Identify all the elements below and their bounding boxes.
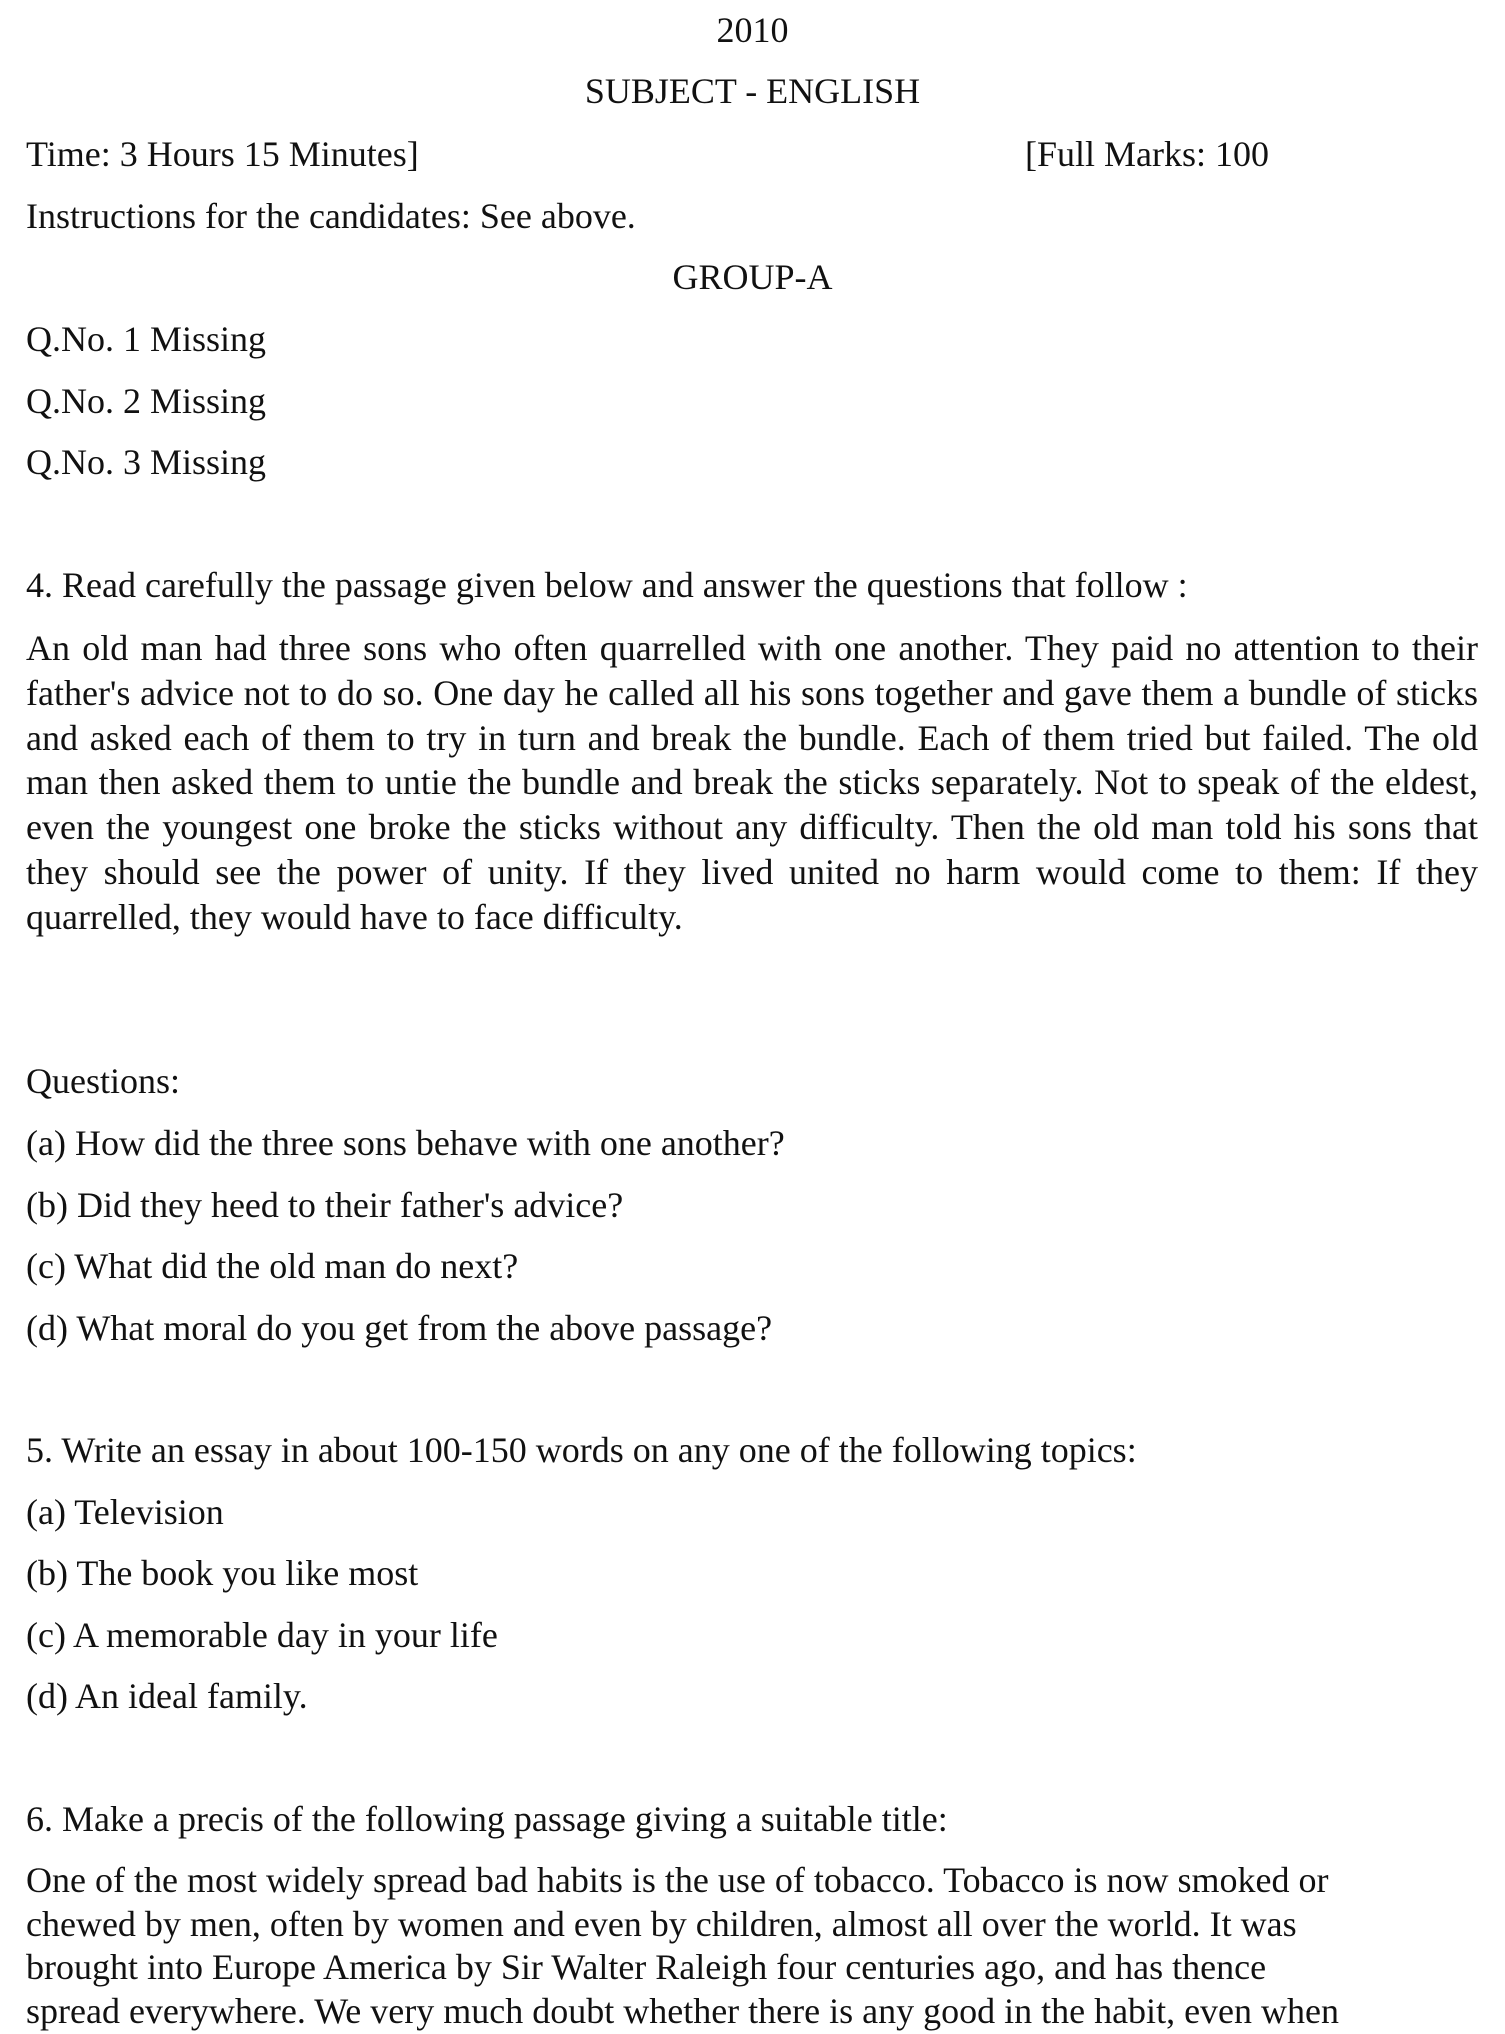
missing-question: Q.No. 2 Missing: [26, 381, 267, 421]
full-marks: [Full Marks: 100: [1025, 134, 1270, 174]
q6-passage-line: spread everywhere. We very much doubt whether there is any good in the habit, even when: [26, 1990, 1339, 2031]
essay-topic: (b) The book you like most: [26, 1553, 419, 1593]
missing-question: Q.No. 3 Missing: [26, 442, 267, 482]
q6-passage-line: One of the most widely spread bad habits is the use of tobacco. Tobacco is now smoked or: [26, 1860, 1329, 1900]
q6-passage-line: chewed by men, often by women and even by children, almost all over the world. It was: [26, 1903, 1297, 1944]
essay-topic: (c) A memorable day in your life: [26, 1615, 498, 1655]
instructions: Instructions for the candidates: See above.: [26, 196, 636, 236]
essay-topic: (a) Television: [26, 1492, 224, 1532]
group-heading: GROUP-A: [672, 257, 833, 297]
question-item: (c) What did the old man do next?: [26, 1246, 519, 1286]
q5-prompt: 5. Write an essay in about 100-150 words on any one of the following topics:: [26, 1430, 1137, 1470]
q4-passage: An old man had three sons who often quarrelled with one another. They paid no attention to their father's advice not to do so. One day he called all his sons together and gave them a bundle of sticks and asked each of them to try in turn and break the bundle. Each of them tried but failed. The old man then asked them to untie the bundle and break the sticks separately. Not to speak of the eldest, even the youngest one broke the sticks without any difficulty. Then the old man told his sons that they should see the power of unity. If they lived united no harm would come to them: If they quarrelled, they would have to face difficulty.: [26, 628, 1478, 937]
essay-topic: (d) An ideal family.: [26, 1676, 308, 1716]
exam-year: 2010: [716, 10, 789, 50]
question-item: (a) How did the three sons behave with one another?: [26, 1123, 785, 1163]
missing-question: Q.No. 1 Missing: [26, 319, 267, 359]
q4-prompt: 4. Read carefully the passage given below and answer the questions that follow :: [26, 565, 1188, 605]
exam-time: Time: 3 Hours 15 Minutes]: [26, 134, 419, 174]
subject-title: SUBJECT - ENGLISH: [584, 71, 921, 111]
q6-passage: [26, 1859, 1478, 2033]
q6-passage-line: brought into Europe America by Sir Walter Raleigh four centuries ago, and has thence: [26, 1947, 1267, 1987]
question-item: (b) Did they heed to their father's advice?: [26, 1185, 624, 1225]
q6-prompt: 6. Make a precis of the following passage giving a suitable title:: [26, 1799, 948, 1839]
question-item: (d) What moral do you get from the above passage?: [26, 1308, 773, 1348]
questions-heading: Questions:: [26, 1061, 181, 1101]
